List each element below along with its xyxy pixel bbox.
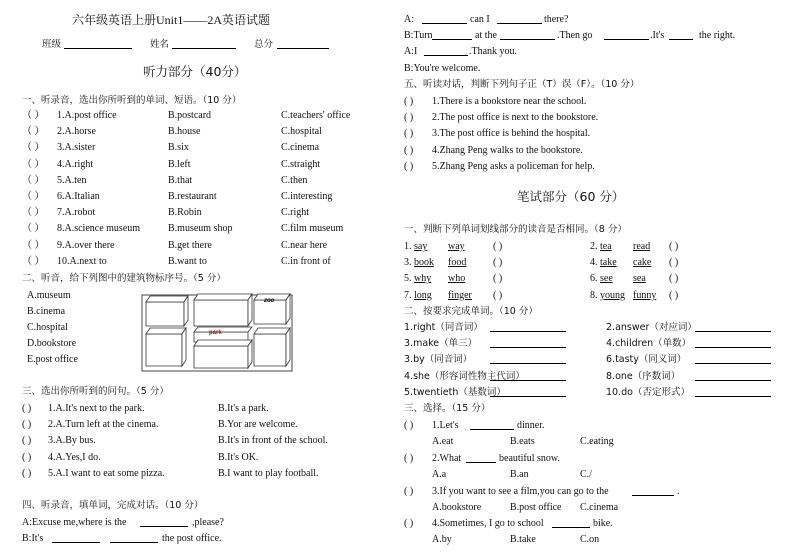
dialog-seg: A:I [404, 46, 418, 57]
statement: 2.The post office is next to the bookstore. [432, 112, 599, 124]
choice-option: B.take [510, 534, 536, 545]
answer-blank[interactable] [490, 370, 566, 381]
answer-paren[interactable]: ( ) [669, 257, 679, 269]
option-a: 10.A.next to [57, 255, 107, 267]
dialog-seg: can I [470, 14, 490, 25]
option-b: B.museum shop [168, 223, 233, 235]
statement: 1.There is a bookstore near the school. [432, 96, 587, 107]
page-title: 六年级英语上册Unit1——2A英语试题 [72, 13, 271, 27]
word-1: young [600, 289, 625, 301]
part3-heading: 三、选出你所听到的问句。（5 分） [22, 386, 169, 397]
park-label: park [209, 330, 222, 336]
w1-heading: 一、判断下列单词划线部分的读音是否相同。（8 分） [404, 224, 627, 235]
answer-paren[interactable]: （ ） [22, 223, 45, 235]
option-c: C.interesting [281, 191, 333, 202]
dialog-seg: .It's [650, 30, 665, 41]
choice-option: A.eat [432, 436, 454, 447]
answer-blank[interactable] [632, 485, 674, 496]
statement: 4.Zhang Peng walks to the bookstore. [432, 144, 583, 156]
item-number: 2. [590, 241, 598, 252]
dialog-seg: .Thank you. [469, 46, 518, 57]
dialog-seg: B:You're welcome. [404, 63, 481, 74]
dialog-blank[interactable] [500, 29, 555, 40]
building-bottom-left[interactable] [146, 328, 186, 366]
option-c: C.film museum [281, 223, 344, 235]
form-prompt: 6.tasty（同义词） [606, 354, 687, 366]
answer-paren[interactable]: ( ) [404, 453, 414, 464]
question-text-end: bike. [593, 518, 613, 529]
word-1: say [414, 241, 428, 252]
question-text: 4.Sometimes, I go to school [432, 518, 544, 529]
answer-paren[interactable]: （ ） [22, 142, 45, 154]
option-c: C.hospital [281, 126, 322, 138]
answer-paren[interactable]: ( ) [493, 257, 503, 269]
option-a: 9.A.over there [57, 239, 115, 251]
word-2: read [633, 241, 651, 252]
dialog-seg: the right. [699, 30, 736, 41]
name-label: 姓名 [150, 39, 170, 50]
word-2: sea [633, 273, 646, 285]
word-2: funny [633, 289, 657, 301]
option-b: B.It's a park. [218, 403, 269, 414]
option-b: B.left [168, 158, 191, 170]
answer-paren[interactable]: （ ） [22, 207, 45, 219]
answer-blank[interactable] [490, 353, 566, 364]
part4-line1-end: ,please? [192, 517, 224, 528]
option-b: B.that [168, 174, 193, 186]
item-number: 7. [404, 289, 412, 301]
dialog-blank[interactable] [432, 29, 472, 40]
building-map [136, 290, 296, 378]
question-text-end: beautiful snow. [499, 453, 561, 464]
part4-blank-2[interactable] [52, 532, 100, 543]
option-a: 5.A.ten [57, 174, 87, 186]
option-b: B.Yor are welcome. [218, 419, 298, 431]
option-b: B.I want to play football. [218, 467, 319, 479]
choice-option: B.post office [510, 502, 562, 513]
part4-line2-end: the post office. [162, 533, 222, 544]
option-a: 8.A.science museum [57, 223, 141, 235]
answer-paren[interactable]: ( ) [404, 518, 414, 529]
form-prompt: 4.she（形容词性物主代词） [404, 370, 525, 382]
option-b: B.restaurant [168, 191, 217, 202]
word-1: book [414, 257, 434, 269]
statement: 5.Zhang Peng asks a policeman for help. [432, 160, 595, 172]
class-label: 班级 [42, 39, 62, 50]
building-bottom-right[interactable] [254, 328, 290, 366]
answer-blank[interactable] [695, 337, 771, 348]
option-a: 2.A.Turn left at the cinema. [48, 419, 159, 431]
option-museum: A.museum [27, 290, 71, 301]
option-c: C.straight [281, 158, 321, 170]
word-1: take [600, 257, 617, 269]
option-a: 7.A.robot [57, 207, 96, 219]
dialog-seg: there? [544, 14, 569, 25]
item-number: 8. [590, 289, 598, 301]
answer-paren[interactable]: （ ） [22, 126, 45, 138]
answer-paren[interactable]: ( ) [404, 96, 414, 107]
form-prompt: 4.children（单数） [606, 338, 692, 350]
option-b: B.Robin [168, 207, 202, 219]
option-c: C.in front of [281, 255, 331, 267]
option-b: B.want to [168, 255, 207, 267]
dialog-blank[interactable] [604, 29, 649, 40]
choice-option: C./ [580, 469, 592, 480]
word-1: see [600, 273, 613, 285]
answer-blank[interactable] [490, 337, 566, 348]
option-a: 6.A.Italian [57, 191, 100, 202]
item-number: 5. [404, 273, 412, 285]
option-a: 5.A.I want to eat some pizza. [48, 467, 165, 479]
choice-option: C.on [580, 534, 600, 545]
option-b: B.It's OK. [218, 451, 259, 463]
answer-blank[interactable] [695, 321, 771, 332]
option-cinema: B.cinema [27, 306, 66, 317]
answer-blank[interactable] [695, 386, 771, 397]
w2-heading: 二、按要求完成单词。（10 分） [404, 306, 538, 317]
answer-paren[interactable]: ( ) [669, 241, 679, 252]
answer-paren[interactable]: ( ) [404, 160, 414, 172]
word-2: way [448, 241, 465, 252]
form-prompt: 8.one（序数词） [606, 370, 681, 382]
word-2: food [448, 257, 467, 269]
dialog-blank[interactable] [422, 13, 467, 24]
word-2: cake [633, 257, 652, 269]
answer-paren[interactable]: （ ） [22, 255, 45, 267]
answer-blank[interactable] [695, 353, 771, 364]
answer-paren[interactable]: ( ) [22, 467, 32, 479]
answer-paren[interactable]: ( ) [404, 420, 414, 431]
form-prompt: 3.make（单三） [404, 338, 478, 350]
word-1: tea [600, 241, 612, 252]
question-text: 3.If you want to see a film,you can go to the [432, 486, 609, 497]
answer-blank[interactable] [466, 452, 496, 463]
answer-paren[interactable]: ( ) [493, 289, 503, 301]
option-c: C.then [281, 174, 308, 186]
answer-paren[interactable]: （ ） [22, 239, 45, 251]
choice-option: A.by [432, 534, 452, 545]
answer-blank[interactable] [490, 386, 566, 397]
part5-heading: 五、听读对话，判断下列句子正（T）误（F）。（10 分） [404, 79, 640, 90]
answer-blank[interactable] [470, 419, 514, 430]
option-a: 3.A.By bus. [48, 435, 96, 447]
answer-paren[interactable]: ( ) [493, 241, 503, 252]
answer-paren[interactable]: ( ) [404, 486, 414, 497]
answer-paren[interactable]: ( ) [669, 273, 679, 285]
word-1: long [414, 289, 432, 301]
part1-heading: 一、听录音，选出你所听到的单词、短语。（10 分） [22, 95, 242, 106]
option-c: C.cinema [281, 142, 320, 154]
word-1: why [414, 273, 432, 285]
dialog-blank[interactable] [424, 45, 468, 56]
dialog-blank[interactable] [669, 29, 693, 40]
question-text-end: . [677, 486, 680, 497]
listening-section-title: 听力部分（40分） [143, 64, 247, 79]
dialog-seg: B:Turn [404, 30, 433, 41]
part4-line1-text: A:Excuse me,where is the [22, 517, 127, 528]
statement: 3.The post office is behind the hospital. [432, 128, 591, 140]
choice-option: B.eats [510, 436, 535, 447]
part4-heading: 四、听录音，填单词，完成对话。（10 分） [22, 500, 204, 511]
choice-option: A.bookstore [432, 502, 482, 513]
choice-option: C.eating [580, 436, 614, 447]
answer-blank[interactable] [490, 321, 566, 332]
choice-option: B.an [510, 469, 529, 480]
written-section-title: 笔试部分（60 分） [517, 189, 625, 204]
option-b: B.postcard [168, 110, 212, 121]
answer-paren[interactable]: ( ) [404, 128, 414, 140]
form-prompt: 2.answer（对应词） [606, 322, 697, 333]
answer-paren[interactable]: （ ） [22, 174, 45, 186]
option-bookstore: D.bookstore [27, 338, 77, 349]
question-text: 1.Let's [432, 420, 459, 431]
answer-paren[interactable]: （ ） [22, 110, 45, 121]
word-2: who [448, 273, 466, 285]
option-b: B.house [168, 126, 201, 138]
score-label: 总分 [254, 39, 274, 50]
answer-paren[interactable]: ( ) [404, 112, 414, 124]
option-hospital: C.hospital [27, 322, 68, 333]
answer-paren[interactable]: ( ) [669, 289, 679, 301]
option-b: B.six [168, 142, 189, 154]
option-c: C.right [281, 207, 310, 219]
word-2: finger [448, 289, 472, 301]
option-a: 1.A.It's next to the park. [48, 403, 145, 414]
item-number: 4. [590, 257, 598, 269]
option-a: 1.A.post office [57, 110, 117, 121]
answer-blank[interactable] [695, 370, 771, 381]
dialog-seg: .Then go [557, 30, 593, 41]
answer-paren[interactable]: ( ) [22, 451, 32, 463]
form-prompt: 3.by（同音词） [404, 354, 473, 366]
option-a: 4.A.right [57, 158, 94, 170]
score-field[interactable] [277, 38, 329, 49]
answer-paren[interactable]: ( ) [493, 273, 503, 285]
form-prompt: 10.do（否定形式） [606, 386, 690, 398]
answer-paren[interactable]: ( ) [22, 403, 32, 414]
form-prompt: 5.twentieth（基数词） [404, 386, 506, 398]
item-number: 1. [404, 241, 412, 252]
name-field[interactable] [172, 38, 236, 49]
class-field[interactable] [64, 38, 132, 49]
question-text: 2.What [432, 453, 462, 464]
building-bottom-middle[interactable] [194, 340, 252, 368]
part2-heading: 二、听音，给下列图中的建筑物标序号。（5 分） [22, 273, 226, 284]
building-top-middle[interactable] [194, 294, 252, 326]
part4-blank-3[interactable] [110, 532, 158, 543]
option-a: 2.A.horse [57, 126, 96, 138]
answer-paren[interactable]: （ ） [22, 158, 45, 170]
part4-blank-1[interactable] [140, 516, 188, 527]
answer-paren[interactable]: ( ) [22, 435, 32, 447]
option-c: C.teachers' office [281, 110, 351, 121]
dialog-blank[interactable] [497, 13, 542, 24]
option-a: 3.A.sister [57, 142, 96, 154]
answer-paren[interactable]: ( ) [22, 419, 32, 431]
choice-option: A.a [432, 469, 447, 480]
answer-paren[interactable]: （ ） [22, 191, 45, 202]
building-top-left[interactable] [146, 296, 188, 326]
item-number: 6. [590, 273, 598, 285]
form-prompt: 1.right（同音词） [404, 322, 483, 333]
option-b: B.get there [168, 239, 212, 251]
option-b: B.It's in front of the school. [218, 435, 328, 447]
dialog-seg: at the [475, 30, 497, 41]
zoo-label: zoo [264, 298, 275, 304]
answer-paren[interactable]: ( ) [404, 144, 414, 156]
part4-line2-text: B:It's [22, 533, 44, 544]
option-a: 4.A.Yes,I do. [48, 451, 101, 463]
question-text-end: dinner. [517, 420, 545, 431]
option-post-office: E.post office [27, 354, 78, 365]
w3-heading: 三、选择。（15 分） [404, 403, 491, 414]
item-number: 3. [404, 257, 412, 269]
option-c: C.near here [281, 239, 328, 251]
answer-blank[interactable] [552, 517, 590, 528]
choice-option: C.cinema [580, 502, 619, 513]
dialog-seg: A: [404, 14, 414, 25]
